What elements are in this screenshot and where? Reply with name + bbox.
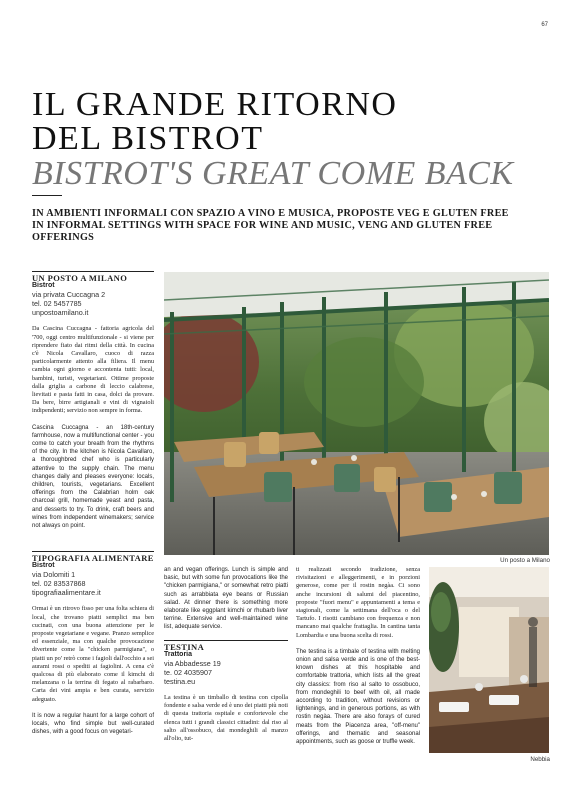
- review-italian: Da Cascina Cuccagna - fattoria agricola del '700, oggi centro multifunzionale - si viene per riprendere fiato dai ritmi della città. In cucina c'è Nicola Cavallaro, cuoco di razza particolarmente attento alla filiera. Il menu cambia ogni giorno e accontenta tutti: local, bambini, turisti, vegetariani. Ottime proposte dalla griglia a carbone di leccio calabrese, lievitati e pasta fatti in casa, dolci da provare. Da bere, birre artigianali e vini di vignaioli indipendenti; servizio non sempre in forma.: [32, 325, 154, 415]
- photo-caption: Nebbia: [530, 756, 550, 763]
- venue-website[interactable]: unpostoamilano.it: [32, 308, 89, 318]
- venue-phone: te. 02 4035907: [164, 668, 212, 678]
- venue-info: [164, 640, 288, 686]
- column-three: [164, 566, 288, 751]
- venue-website[interactable]: testina.eu: [164, 677, 196, 687]
- review-english-start: It is now a regular haunt for a large cohort of locals, who find simple but well-curated dishes, with a good focus on vegetari-: [32, 712, 154, 736]
- article-title: [32, 88, 552, 191]
- venue-address: via Abbadesse 19: [164, 659, 221, 669]
- venue-address: via privata Cuccagna 2: [32, 290, 106, 300]
- section-un-posto-a-milano: [32, 271, 154, 538]
- review-italian-start: La testina è un timballo di testina con cipolla fondente e salsa verde ed è uno dei piatti più noti di questa trattoria ospitale e confortevole che elenca tutti i grandi classici cittadini: dal riso al salto all'ossobuco, dai mondeghili al manzo all'olio, tut-: [164, 694, 288, 743]
- article-subheading: [32, 208, 552, 244]
- title-line-2: DEL BISTROT: [32, 120, 264, 157]
- review-english: The testina is a timbale of testina with melting onion and salsa verde and is one of the best-known dishes at this hospitable and comfortable trattoria, which lists all the great city classics: from riso al salto to ossobuco, from mondeghili to beef with oil, all made according to tradition, without revisions or lightenings, and in generous portions, as with rostin negàa. There are also forays of cured meats from the Piacenza area, "off-menu" offerings, and thematic and seasonal appointments, such as goose or truffle week.: [296, 648, 420, 746]
- venue-info: [32, 551, 154, 597]
- venue-info: [32, 271, 154, 317]
- title-divider: [32, 195, 62, 196]
- venue-type: Bistrot: [32, 282, 55, 290]
- review-english: Cascina Cuccagna - an 18th-century farmhouse, now a multifunctional center - you come to catch your breath from the rhythms of the city. In the kitchen is Nicola Cavallaro, a thoroughbred chef who is particularly attentive to the supply chain. The menu changes daily and pleases everyone: locals, children, tourists, vegetarians. Excellent offerings from the Calabrian holm oak charcoal grill, homemade yeast and pasta, and desserts to try. To drink, craft beers and wines from independent winemakers; service not always on point.: [32, 424, 154, 530]
- review-italian: Ormai è un ritrovo fisso per una folta schiera di local, che trovano piatti semplici ma ben cucinati, con una buona attenzione per le proposte vegetariane e vegane. Pranzo semplice ed essenziale, ma con qualche provocazione divertente come la "chicken parmigiana", o piatti un po' retrò come i fagioli dall'occhio a sei aurami rossi o spediti ai fagiolini. A cena c'è qualcosa di più elaborato come il kimchi di melanzana o la terrina di fegato al rabarbaro. Carta dei vini ampia e ben curata, servizio adeguato.: [32, 605, 154, 703]
- title-line-1: IL GRANDE RITORNO: [32, 86, 398, 123]
- venue-address: via Dolomiti 1: [32, 570, 76, 580]
- column-four: [296, 566, 420, 754]
- subheading-italian: IN AMBIENTI INFORMALI CON SPAZIO A VINO E MUSICA, PROPOSTE VEG E GLUTEN FREE: [32, 208, 509, 219]
- venue-name: UN POSTO A MILANO: [32, 271, 154, 282]
- page-number: 67: [541, 22, 548, 28]
- venue-phone: tel. 02 5457785: [32, 299, 82, 309]
- venue-name: TIPOGRAFIA ALIMENTARE: [32, 553, 154, 563]
- subheading-english: IN INFORMAL SETTINGS WITH SPACE FOR WINE AND MUSIC, VENG AND GLUTEN FREE OFFERINGS: [32, 220, 493, 243]
- title-line-english: BISTROT'S GREAT COME BACK: [32, 155, 514, 192]
- venue-website[interactable]: tipografiaalimentare.it: [32, 588, 101, 598]
- section-tipografia-alimentare: [32, 551, 154, 744]
- review-english-continued: an and vegan offerings. Lunch is simple and basic, but with some fun provocations like the "chicken parmigiana," or somewhat retro piatti such as arrabbiata eye beans or Russian salad. At dinner there is something more elaborate like eggplant kimchi or rhubarb liver terrine. Extensive and well-maintained wine list, adequate service.: [164, 567, 288, 631]
- venue-phone: tel. 02 83537868: [32, 579, 86, 589]
- review-italian-continued: ti realizzati secondo tradizione, senza rivisitazioni e alleggerimenti, e in porzioni generose, come per il rostin negàa. Ci sono anche incursioni di salumi del piacentino, proposte "fuori menu" e appuntamenti a tema e stagionali, come la settimana dell'oca o del Tartufo. I risotti cambiano con frequenza e non mancano mai qualche frattaglia. In cantina tanta Lombardia e una buona scelta di rossi.: [296, 566, 420, 639]
- bistrot-veranda-photo: [164, 272, 549, 555]
- venue-type: Bistrot: [32, 562, 55, 570]
- photo-caption: Un posto a Milano: [500, 557, 550, 564]
- trattoria-interior-photo: [429, 567, 549, 753]
- venue-type: Trattoria: [164, 650, 193, 658]
- venue-name: TESTINA: [164, 640, 288, 651]
